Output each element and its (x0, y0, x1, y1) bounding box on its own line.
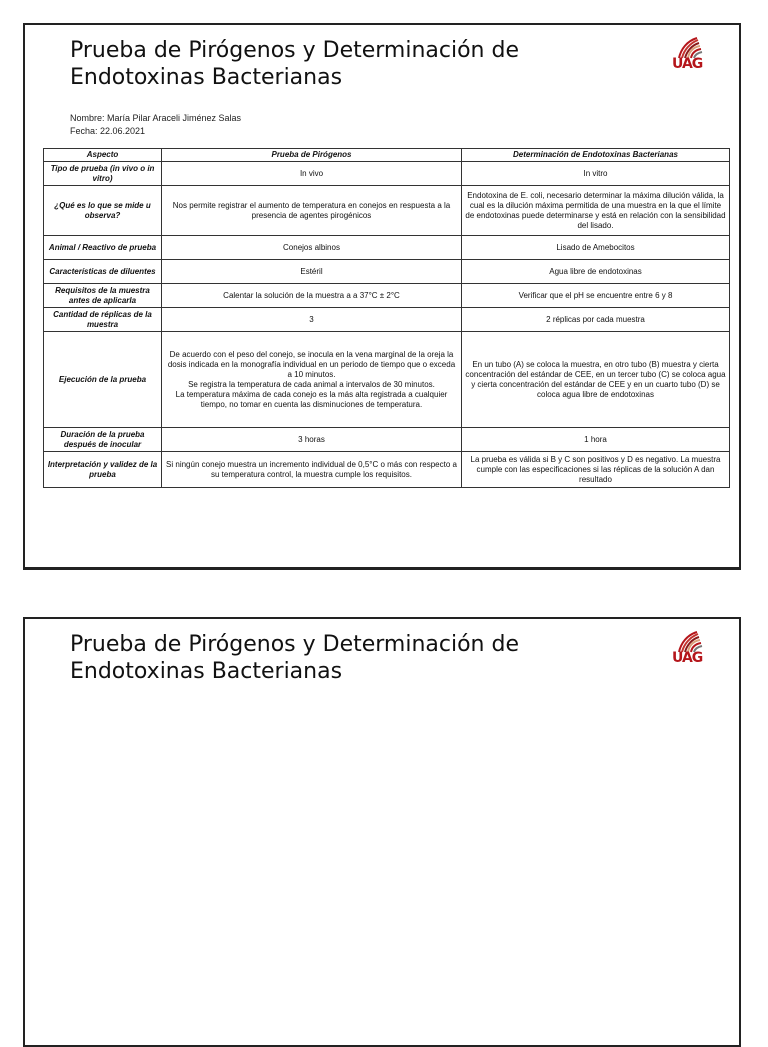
date: Fecha: 22.06.2021 (70, 126, 146, 136)
uag-logo-text: UAG (672, 650, 703, 666)
row-pirogenos: 3 horas (162, 428, 462, 452)
row-aspect: Interpretación y validez de la prueba (44, 452, 162, 488)
table-row (44, 332, 730, 428)
uag-logo (671, 37, 713, 75)
row-endotoxinas: Endotoxina de E. coli, necesario determinar la máxima dilución válida, la cual es la dilución máxima permitida de una muestra en la que el límite de endotoxinas puede determinarse y está en relación con la sensibilidad del lisado. (462, 186, 730, 236)
row-aspect: Ejecución de la prueba (44, 332, 162, 428)
header-pirogenos: Prueba de Pirógenos (162, 149, 462, 162)
header-endotoxinas: Determinación de Endotoxinas Bacterianas (462, 149, 730, 162)
row-pirogenos: Si ningún conejo muestra un incremento individual de 0,5°C o más con respecto a su temperatura control, la muestra cumple los requisitos. (162, 452, 462, 488)
slide-2 (23, 617, 741, 1047)
table-row (44, 284, 730, 308)
row-pirogenos: De acuerdo con el peso del conejo, se inocula en la vena marginal de la oreja la dosis indicada en la monografía individual en un periodo de tiempo que o exceda a 10 minutos. Se registra la temperatura de cada animal a intervalos de 30 minutos. La temperatura máxima de cada conejo es la más alta registrada a cualquier tiempo, no tomar en cuenta las disminuciones de temperatura. (162, 332, 462, 428)
table-row (44, 260, 730, 284)
row-pirogenos: Conejos albinos (162, 236, 462, 260)
comparison-table (43, 148, 730, 488)
table-row (44, 236, 730, 260)
row-endotoxinas: Verificar que el pH se encuentre entre 6 y 8 (462, 284, 730, 308)
row-aspect: Cantidad de réplicas de la muestra (44, 308, 162, 332)
table-row (44, 186, 730, 236)
row-aspect: Requisitos de la muestra antes de aplicarla (44, 284, 162, 308)
student-name: Nombre: María Pilar Araceli Jiménez Salas (70, 113, 242, 123)
header-aspecto: Aspecto (44, 149, 162, 162)
row-endotoxinas: La prueba es válida si B y C son positivos y D es negativo. La muestra cumple con las especificaciones si las réplicas de la solución A dan resultado (462, 452, 730, 488)
row-pirogenos: Calentar la solución de la muestra a a 37°C ± 2°C (162, 284, 462, 308)
table-header-row (44, 149, 730, 162)
row-pirogenos: Estéril (162, 260, 462, 284)
row-endotoxinas: Agua libre de endotoxinas (462, 260, 730, 284)
row-aspect: Animal / Reactivo de prueba (44, 236, 162, 260)
slide-title: Prueba de Pirógenos y Determinación de Endotoxinas Bacterianas (70, 632, 519, 684)
row-aspect: Tipo de prueba (in vivo o in vitro) (44, 162, 162, 186)
row-pirogenos: 3 (162, 308, 462, 332)
row-aspect: Duración de la prueba después de inocular (44, 428, 162, 452)
row-aspect: ¿Qué es lo que se mide u observa? (44, 186, 162, 236)
row-endotoxinas: 1 hora (462, 428, 730, 452)
row-endotoxinas: Lisado de Amebocitos (462, 236, 730, 260)
slide-title: Prueba de Pirógenos y Determinación de Endotoxinas Bacterianas (70, 38, 519, 90)
row-endotoxinas: In vitro (462, 162, 730, 186)
uag-logo-text: UAG (672, 56, 703, 72)
row-aspect: Características de diluentes (44, 260, 162, 284)
row-pirogenos: In vivo (162, 162, 462, 186)
table-row (44, 428, 730, 452)
slide-1 (23, 23, 741, 570)
table-row (44, 308, 730, 332)
row-endotoxinas: 2 réplicas por cada muestra (462, 308, 730, 332)
row-endotoxinas: En un tubo (A) se coloca la muestra, en otro tubo (B) muestra y cierta concentración del estándar de CEE, en un tercer tubo (C) se coloca agua y cierta concentración del estándar de CEE y en un cuarto tubo (D) se coloca agua libre de endotoxinas (462, 332, 730, 428)
student-info (70, 112, 241, 138)
row-pirogenos: Nos permite registrar el aumento de temperatura en conejos en respuesta a la presencia de agentes pirogénicos (162, 186, 462, 236)
table-row (44, 452, 730, 488)
table-row (44, 162, 730, 186)
uag-logo (671, 631, 713, 669)
